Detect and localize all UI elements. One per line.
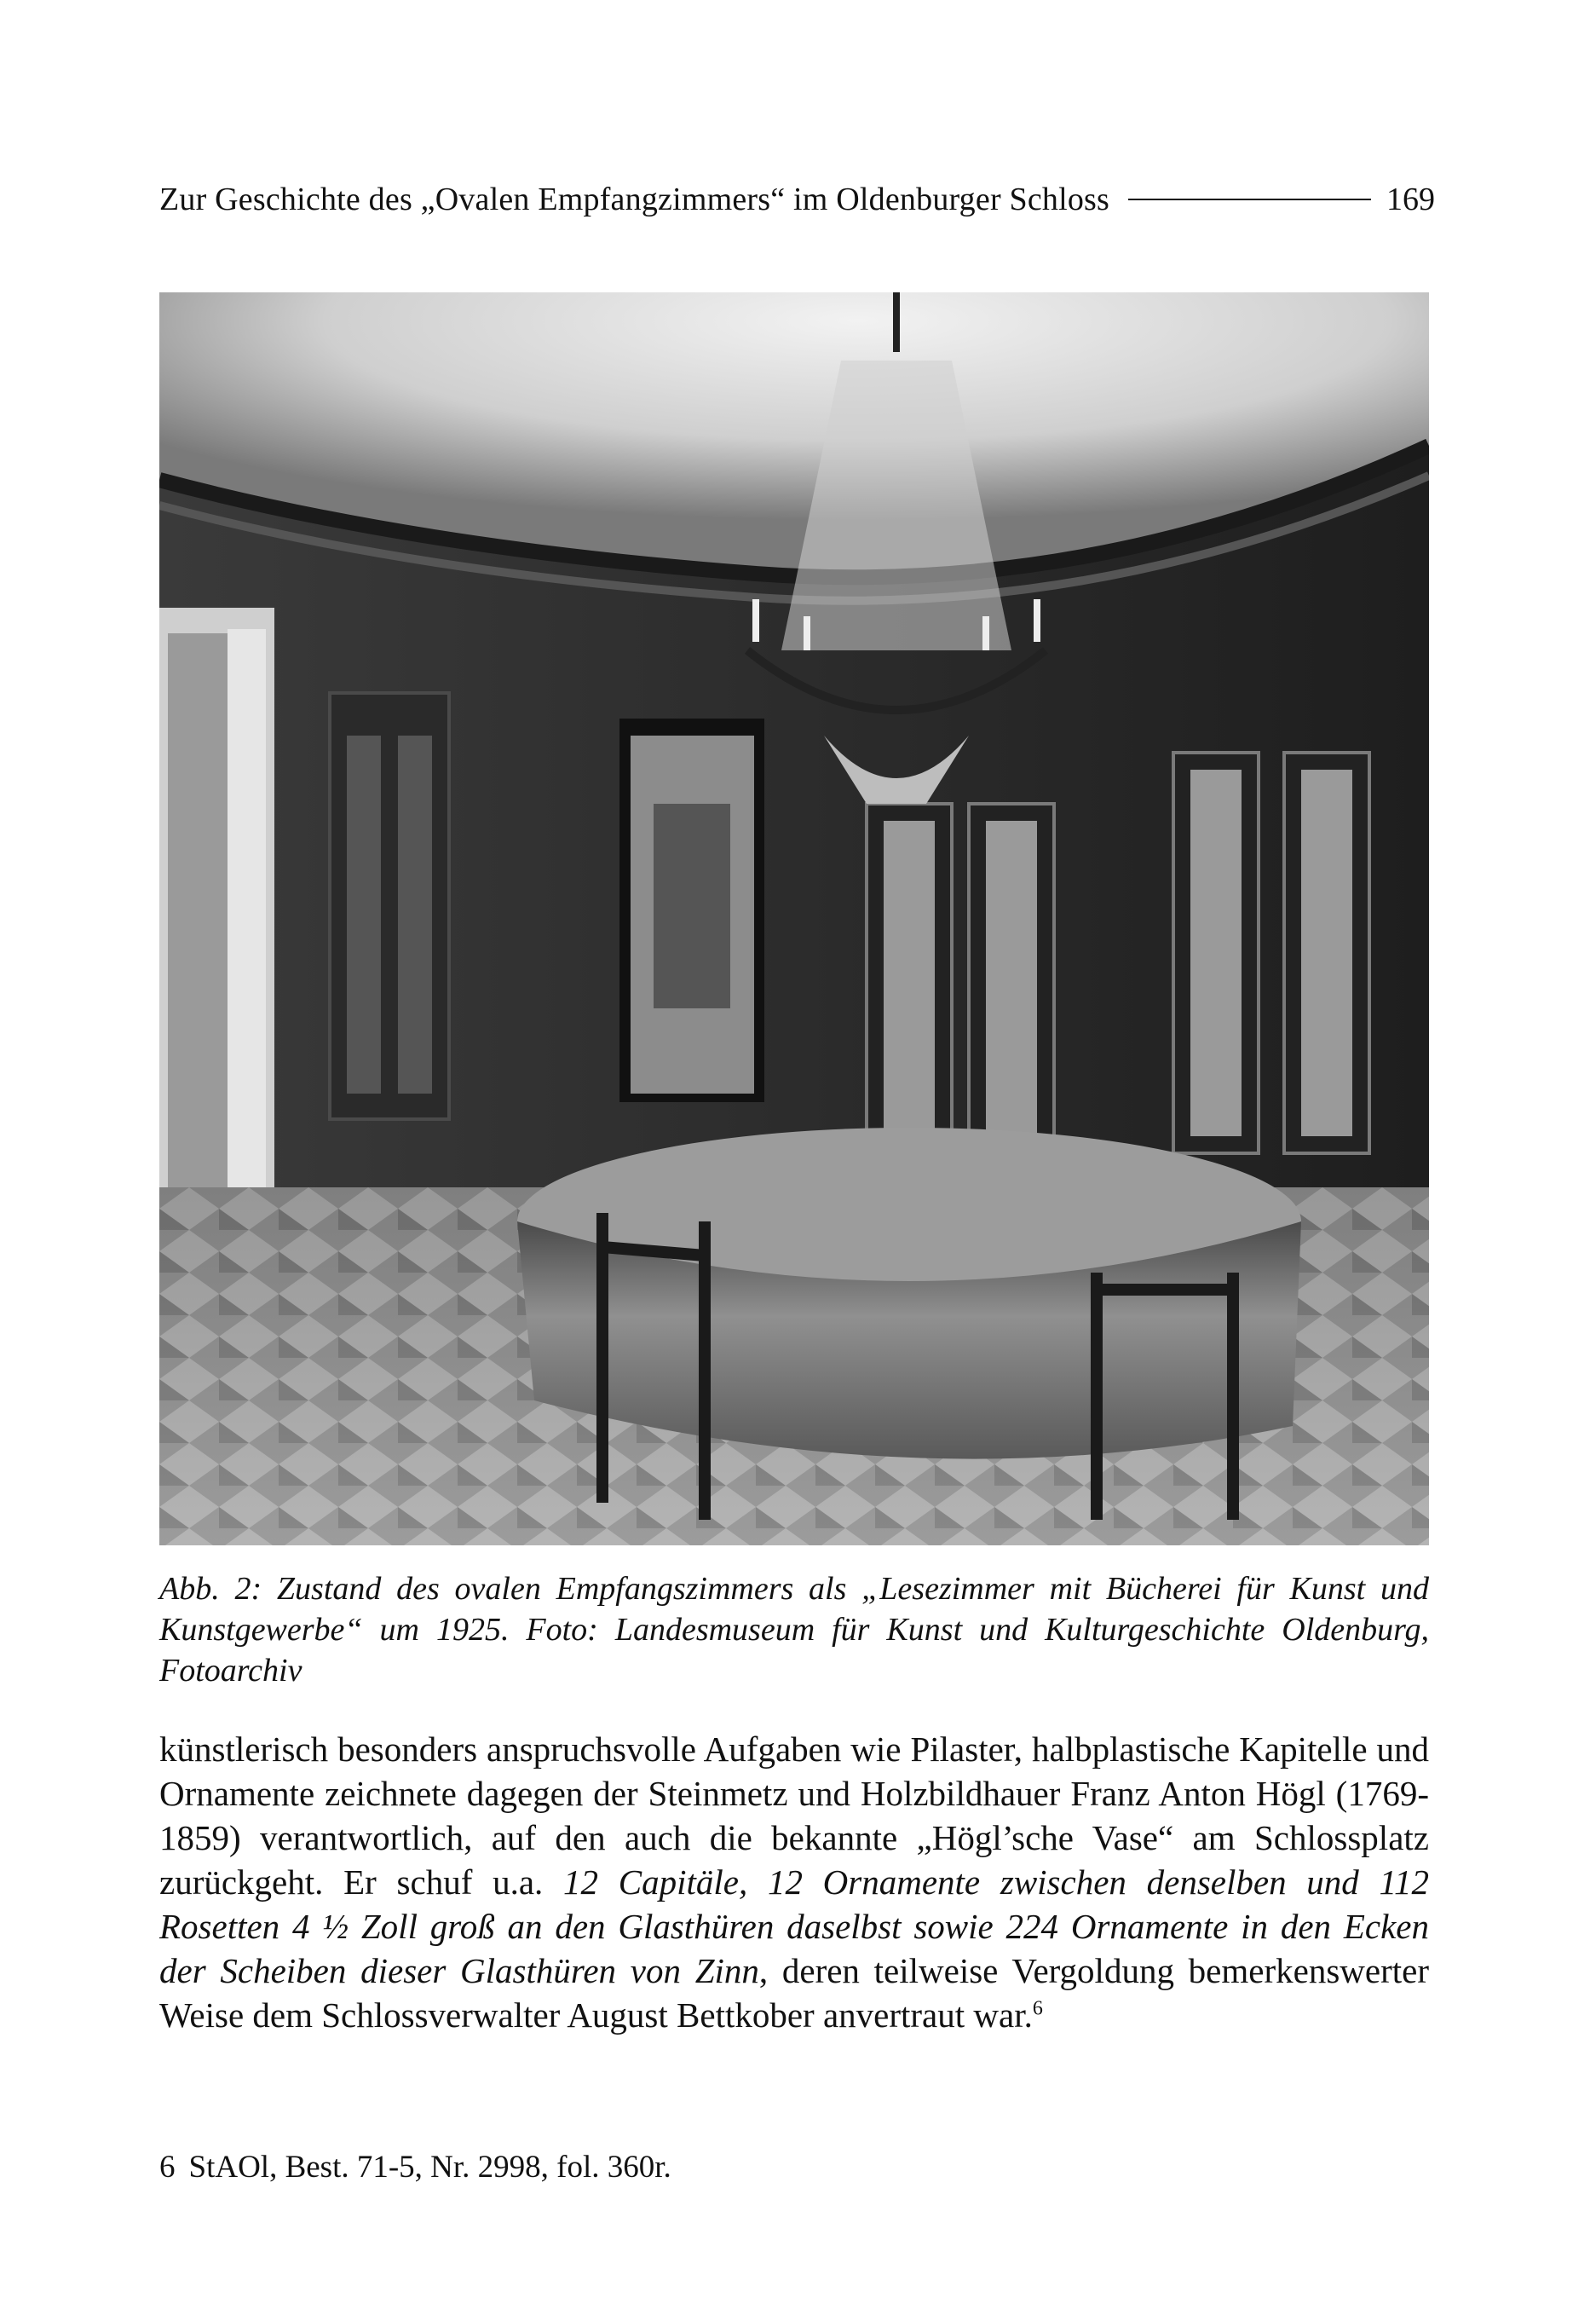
body-text-part-1: künstlerisch besonders anspruchsvolle Aufgaben wie Pilaster, halbplastische Kapitelle und Ornamente zeichnete dagegen der Steinmetz und Holzbildhauer Franz Anton Högl (1769-1859) verantwortlich, auf den auch die bekannte „Högl’sche Vase“ am Schlossplatz zurückgeht. Er schuf u.a. (159, 1729, 1429, 1902)
header-rule (1128, 199, 1371, 200)
body-paragraph (159, 1727, 1429, 2037)
body-text-quotation: 12 Capitäle, 12 Ornamente zwischen denselben und 112 Rosetten 4 ½ Zoll groß an den Glasthüren daselbst sowie 224 Ornamente in den Ecken der Scheiben dieser Glasthüren von Zinn (159, 1862, 1429, 1990)
figure-photograph (159, 292, 1429, 1545)
dining-room-photo (159, 292, 1429, 1545)
footnote (159, 2148, 1429, 2187)
footnote-number: 6 (159, 2150, 176, 2185)
running-header (159, 174, 1435, 225)
figure-caption: Abb. 2: Zustand des ovalen Empfangszimmers als „Lesezimmer mit Bücherei für Kunst und Kunstgewerbe“ um 1925. Foto: Landesmuseum für Kunst und Kulturgeschichte Oldenburg, Fotoarchiv (159, 1571, 1429, 1689)
footnote-reference: 6 (1032, 1997, 1043, 2020)
footnote-text: StAOl, Best. 71-5, Nr. 2998, fol. 360r. (188, 2150, 671, 2185)
page-number: 169 (1386, 182, 1435, 217)
body-text-part-2: , deren teilweise Vergoldung bemerkenswerter Weise dem Schlossverwalter August Bettkober anvertraut war. (159, 1951, 1429, 2035)
running-title: Zur Geschichte des „Ovalen Empfangzimmers“ im Oldenburger Schloss (159, 182, 1110, 217)
